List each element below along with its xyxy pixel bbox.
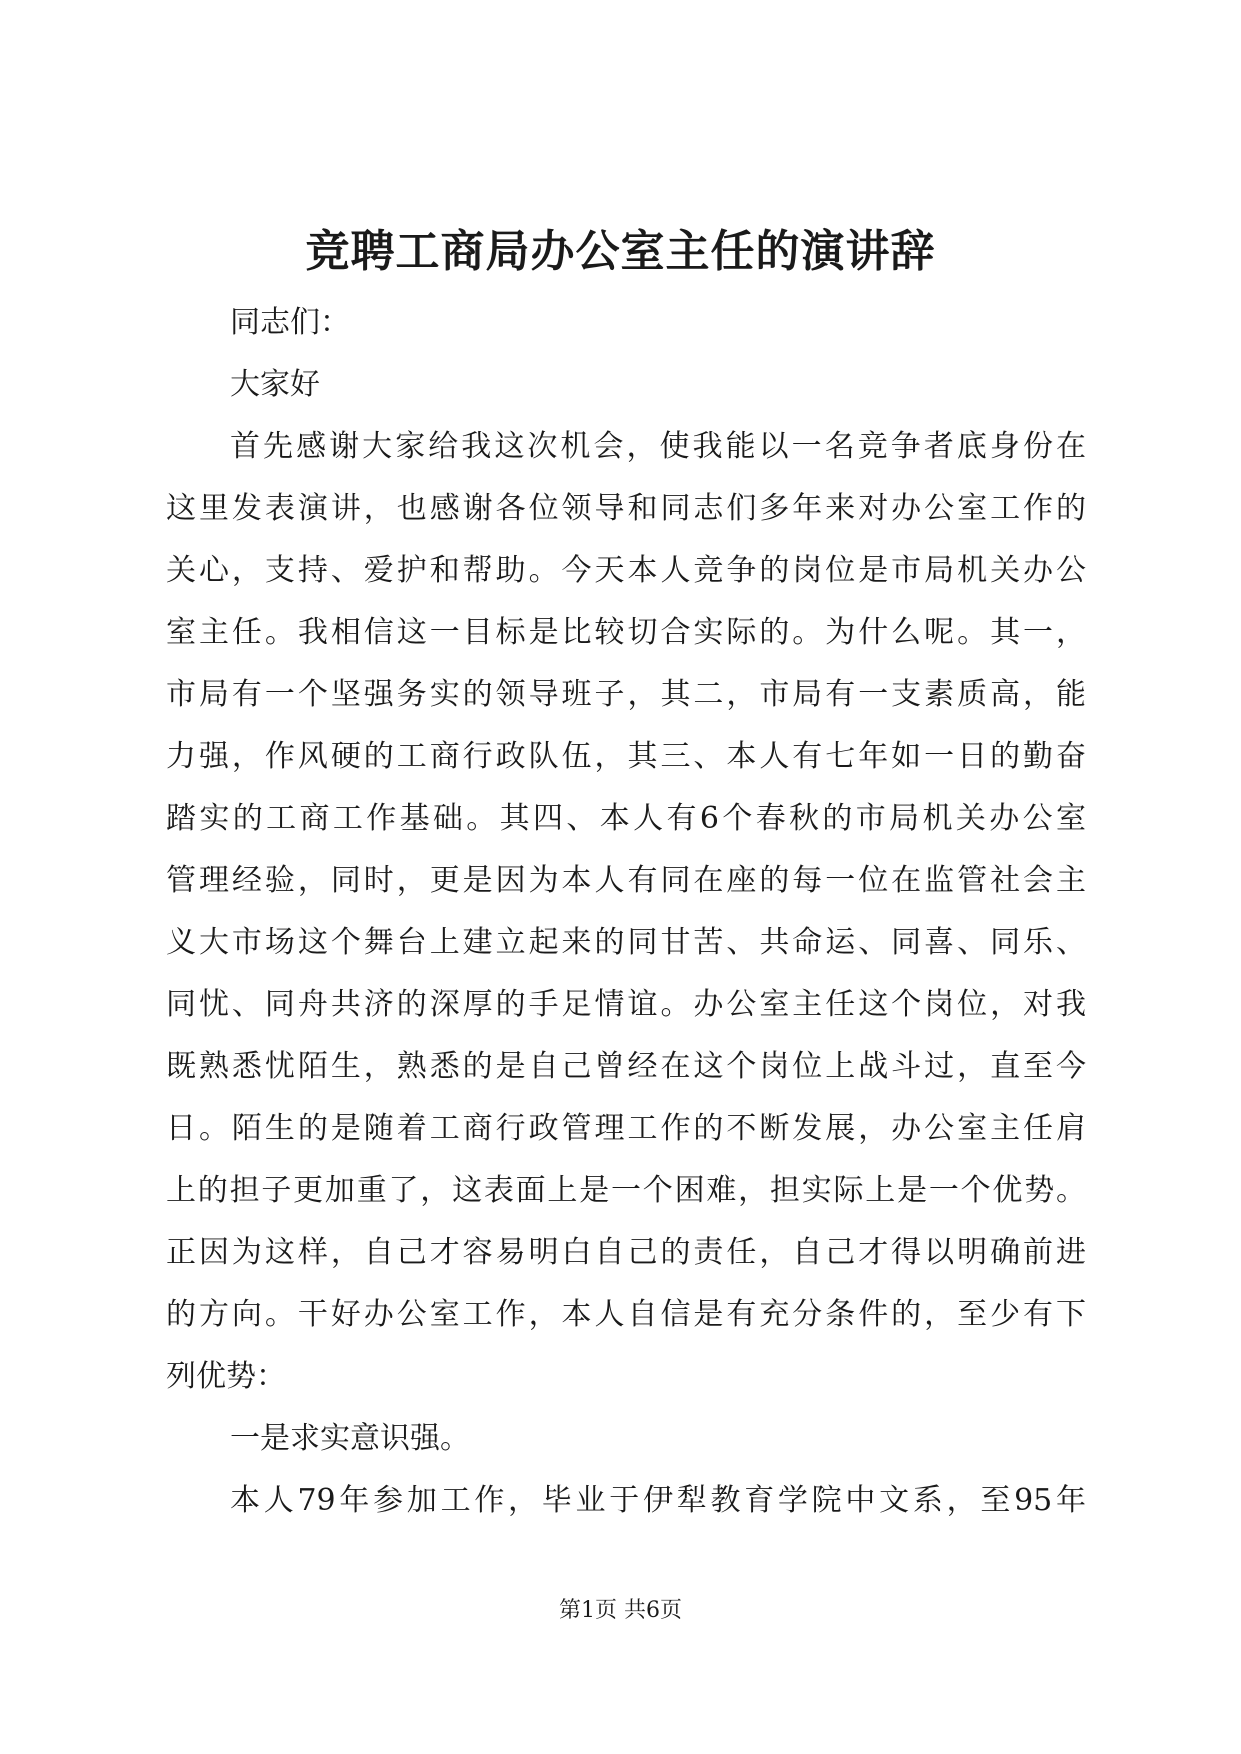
section-heading-line: 一是求实意识强。 bbox=[230, 1421, 470, 1456]
document-body bbox=[166, 292, 1086, 1532]
paragraph-line: 既熟悉忧陌生，熟悉的是自己曾经在这个岗位上战斗过，直至今 bbox=[166, 1049, 1086, 1084]
paragraph-line: 日。陌生的是随着工商行政管理工作的不断发展，办公室主任肩 bbox=[166, 1111, 1086, 1146]
paragraph-line: 同忧、同舟共济的深厚的手足情谊。办公室主任这个岗位，对我 bbox=[166, 987, 1086, 1022]
paragraph-line: 踏实的工商工作基础。其四、本人有6个春秋的市局机关办公室 bbox=[166, 801, 1086, 836]
paragraph-line: 首先感谢大家给我这次机会，使我能以一名竞争者底身份在 bbox=[230, 429, 1086, 464]
paragraph-line: 上的担子更加重了，这表面上是一个困难，担实际上是一个优势。 bbox=[166, 1173, 1086, 1208]
paragraph-line: 本人79年参加工作，毕业于伊犁教育学院中文系，至95年 bbox=[230, 1483, 1086, 1518]
paragraph-line: 正因为这样，自己才容易明白自己的责任，自己才得以明确前进 bbox=[166, 1235, 1086, 1270]
paragraph-line: 的方向。干好办公室工作，本人自信是有充分条件的，至少有下 bbox=[166, 1297, 1086, 1332]
paragraph-line: 列优势： bbox=[166, 1359, 286, 1394]
document-title: 竞聘工商局办公室主任的演讲辞 bbox=[305, 226, 936, 277]
paragraph-line: 力强，作风硬的工商行政队伍，其三、本人有七年如一日的勤奋 bbox=[166, 739, 1086, 774]
greeting-line: 大家好 bbox=[230, 367, 320, 402]
paragraph-line: 关心，支持、爱护和帮助。今天本人竞争的岗位是市局机关办公 bbox=[166, 553, 1086, 588]
paragraph-line: 市局有一个坚强务实的领导班子，其二，市局有一支素质高，能 bbox=[166, 677, 1086, 712]
paragraph-line: 义大市场这个舞台上建立起来的同甘苦、共命运、同喜、同乐、 bbox=[166, 925, 1086, 960]
salutation-line: 同志们： bbox=[230, 305, 350, 340]
paragraph-line: 室主任。我相信这一目标是比较切合实际的。为什么呢。其一， bbox=[166, 615, 1086, 650]
paragraph-line: 这里发表演讲，也感谢各位领导和同志们多年来对办公室工作的 bbox=[166, 491, 1086, 526]
paragraph-line: 管理经验，同时，更是因为本人有同在座的每一位在监管社会主 bbox=[166, 863, 1086, 898]
page-number-footer: 第1页 共6页 bbox=[559, 1598, 682, 1623]
